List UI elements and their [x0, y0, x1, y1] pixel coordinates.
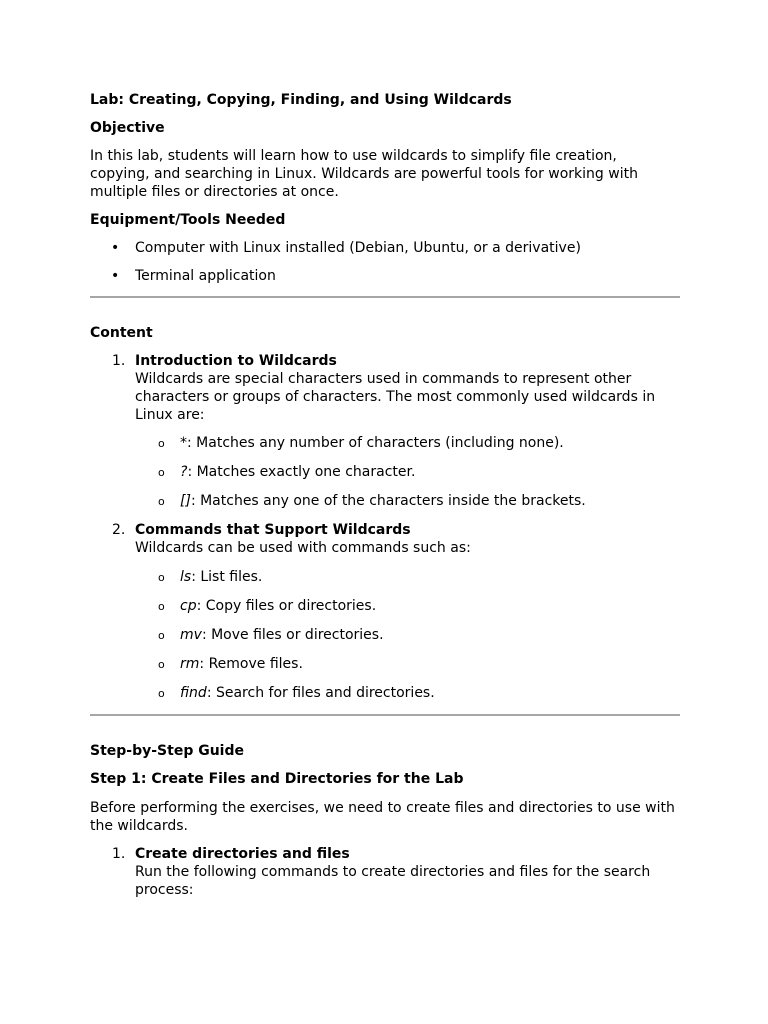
section-divider	[90, 714, 680, 716]
sub-bullet-icon: o	[158, 466, 165, 479]
content-section-2	[90, 521, 680, 702]
step1-item-1	[90, 845, 680, 899]
list-item	[90, 626, 680, 644]
list-number: 1.	[112, 846, 126, 862]
equipment-item-text: Terminal application	[135, 268, 276, 284]
section-divider	[90, 296, 680, 298]
command-term: mv	[180, 627, 202, 643]
wildcard-desc: : Matches any number of characters (including none).	[187, 435, 564, 451]
step1-heading: Step 1: Create Files and Directories for the Lab	[90, 771, 464, 787]
section-text: Wildcards are special characters used in commands to represent other characters or groups of characters. The most commonly used wildcards in Linux are:	[135, 371, 656, 423]
step-item-title: Create directories and files	[135, 846, 350, 862]
list-item	[90, 267, 680, 285]
list-item	[90, 463, 680, 481]
command-term: rm	[180, 656, 200, 672]
content-list	[90, 352, 680, 702]
sub-bullet-icon: o	[158, 687, 165, 700]
bullet-icon: •	[111, 268, 120, 284]
step1-list	[90, 845, 680, 899]
command-desc: : Move files or directories.	[201, 627, 384, 643]
sub-bullet-icon: o	[158, 629, 165, 642]
sub-bullet-icon: o	[158, 437, 165, 450]
section-title: Introduction to Wildcards	[135, 353, 337, 369]
list-item	[90, 239, 680, 257]
content-heading: Content	[90, 325, 153, 341]
section-text: Wildcards can be used with commands such as:	[135, 540, 471, 556]
step1-text: Before performing the exercises, we need to create files and directories to use with the wildcards.	[90, 800, 675, 834]
command-list	[135, 568, 680, 702]
content-section-1	[90, 352, 680, 510]
sub-bullet-icon: o	[158, 495, 165, 508]
command-term: ls	[180, 569, 192, 585]
list-number: 2.	[112, 522, 126, 538]
wildcard-desc: : Matches any one of the characters inside the brackets.	[190, 493, 586, 509]
step-item-text: Run the following commands to create directories and files for the search process:	[135, 864, 651, 898]
document-title: Lab: Creating, Copying, Finding, and Using Wildcards	[90, 92, 512, 108]
command-term: find	[180, 685, 207, 701]
wildcard-desc: : Matches exactly one character.	[187, 464, 416, 480]
command-term: cp	[180, 598, 197, 614]
sub-bullet-icon: o	[158, 600, 165, 613]
list-number: 1.	[112, 353, 126, 369]
equipment-heading: Equipment/Tools Needed	[90, 212, 286, 228]
bullet-icon: •	[111, 240, 120, 256]
command-desc: : List files.	[191, 569, 263, 585]
wildcard-list	[135, 434, 680, 510]
objective-text: In this lab, students will learn how to use wildcards to simplify file creation, copying, and searching in Linux. Wildcards are powerful tools for working with multiple files or directories at once.	[90, 148, 638, 200]
list-item	[90, 684, 680, 702]
wildcard-term: ?	[180, 464, 188, 480]
command-desc: : Remove files.	[199, 656, 303, 672]
sub-bullet-icon: o	[158, 571, 165, 584]
guide-heading: Step-by-Step Guide	[90, 743, 244, 759]
wildcard-term: []	[180, 493, 191, 509]
sub-bullet-icon: o	[158, 658, 165, 671]
document-page	[90, 91, 680, 899]
list-item	[90, 568, 680, 586]
command-desc: : Copy files or directories.	[196, 598, 377, 614]
list-item	[90, 597, 680, 615]
wildcard-term: *	[180, 435, 187, 451]
equipment-list	[90, 239, 680, 285]
command-desc: : Search for files and directories.	[206, 685, 435, 701]
list-item	[90, 434, 680, 452]
section-title: Commands that Support Wildcards	[135, 522, 411, 538]
list-item	[90, 655, 680, 673]
objective-heading: Objective	[90, 120, 165, 136]
list-item	[90, 492, 680, 510]
equipment-item-text: Computer with Linux installed (Debian, Ubuntu, or a derivative)	[135, 240, 581, 256]
